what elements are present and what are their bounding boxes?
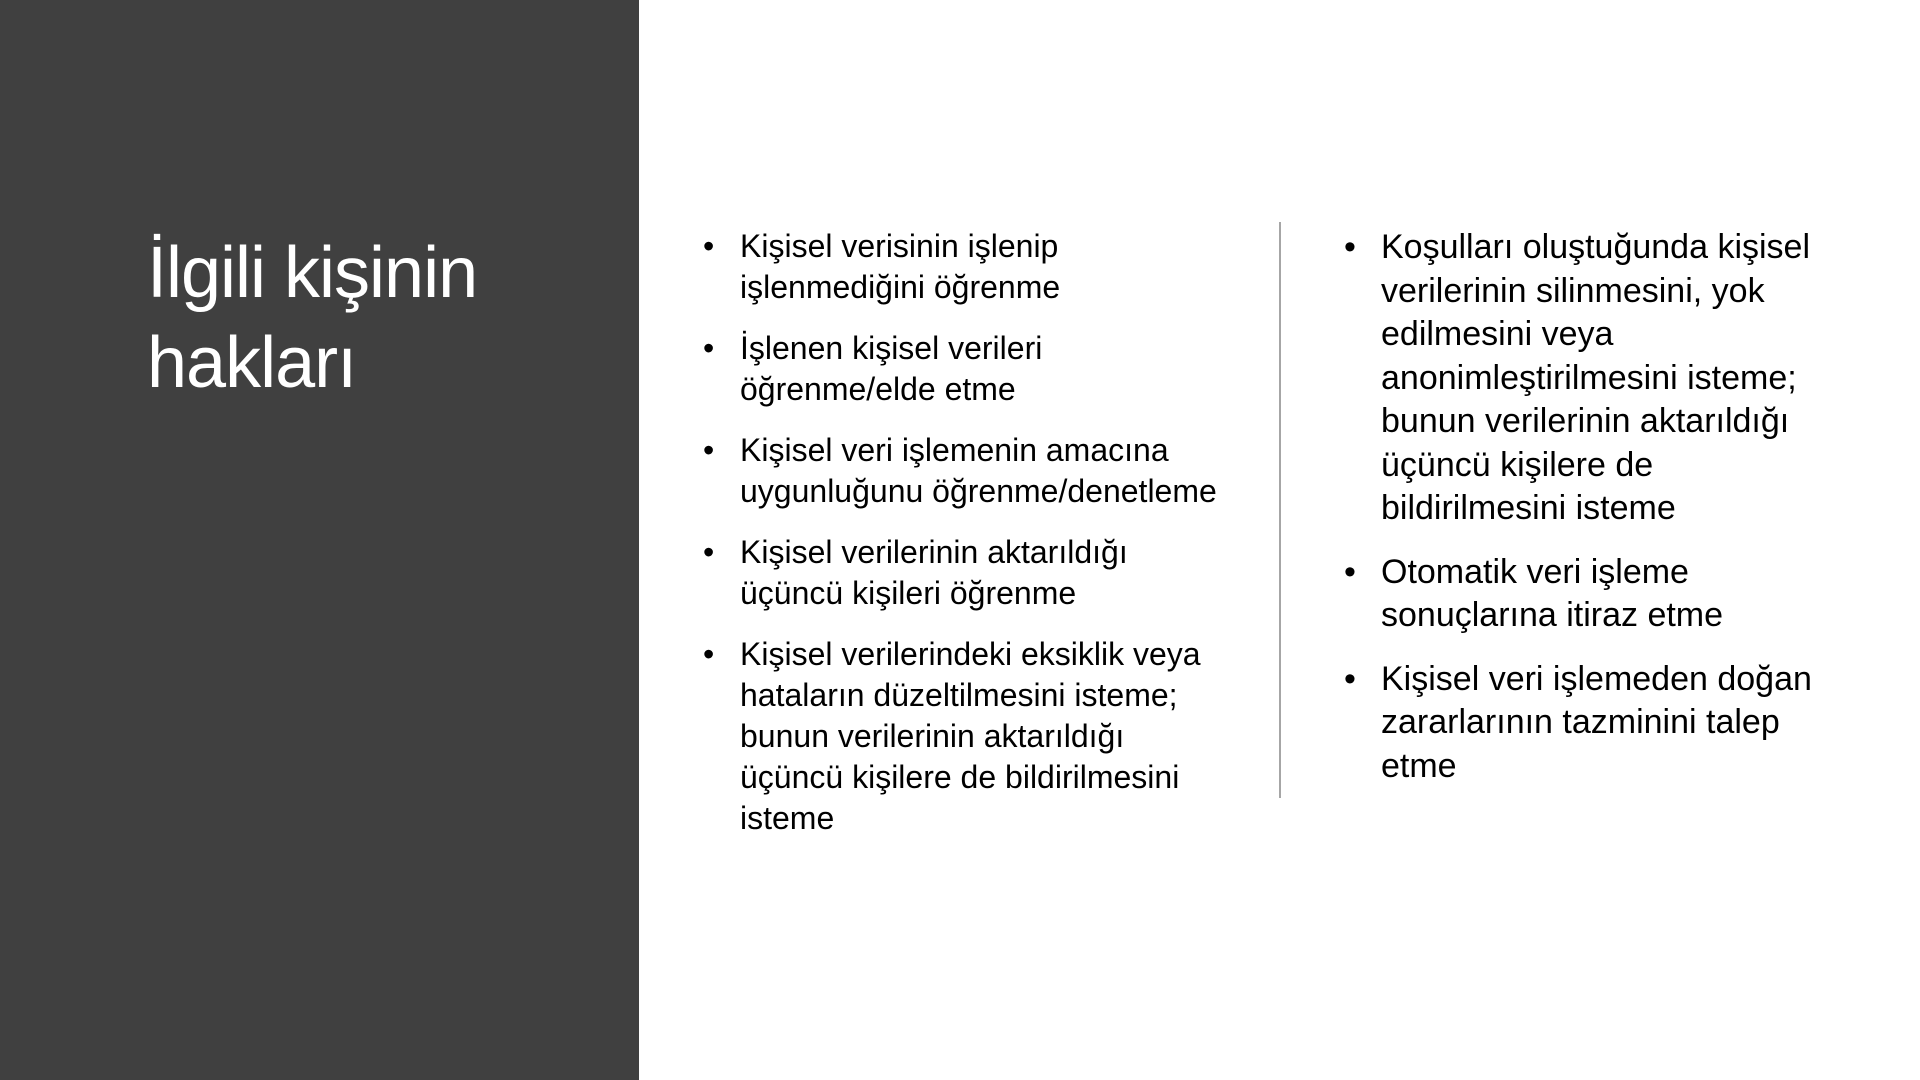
- slide-title: İlgili kişinin hakları: [147, 233, 478, 403]
- bullet-item: • Otomatik veri işleme sonuçlarına itiraz etme: [1344, 551, 1824, 638]
- bullet-item: • Kişisel verilerindeki eksiklik veya hataların düzeltilmesini isteme; bunun verilerinin aktarıldığı üçüncü kişilere de bildirilmesini isteme: [703, 634, 1223, 839]
- bullet-list-left: [703, 226, 1223, 859]
- bullet-item: • Koşulları oluştuğunda kişisel verilerinin silinmesini, yok edilmesini veya anonimleştirilmesini isteme; bunun verilerinin aktarıldığı üçüncü kişilere de bildirilmesini isteme: [1344, 226, 1824, 531]
- title-panel: [0, 0, 639, 1080]
- bullet-item: • Kişisel verisinin işlenip işlenmediğini öğrenme: [703, 226, 1223, 308]
- bullet-item: • Kişisel veri işlemenin amacına uygunluğunu öğrenme/denetleme: [703, 430, 1223, 512]
- column-divider: [1279, 222, 1281, 798]
- bullet-list-right: [1344, 226, 1824, 808]
- bullet-item: • İşlenen kişisel verileri öğrenme/elde etme: [703, 328, 1223, 410]
- bullet-item: • Kişisel veri işlemeden doğan zararlarının tazminini talep etme: [1344, 658, 1824, 789]
- bullet-item: • Kişisel verilerinin aktarıldığı üçüncü kişileri öğrenme: [703, 532, 1223, 614]
